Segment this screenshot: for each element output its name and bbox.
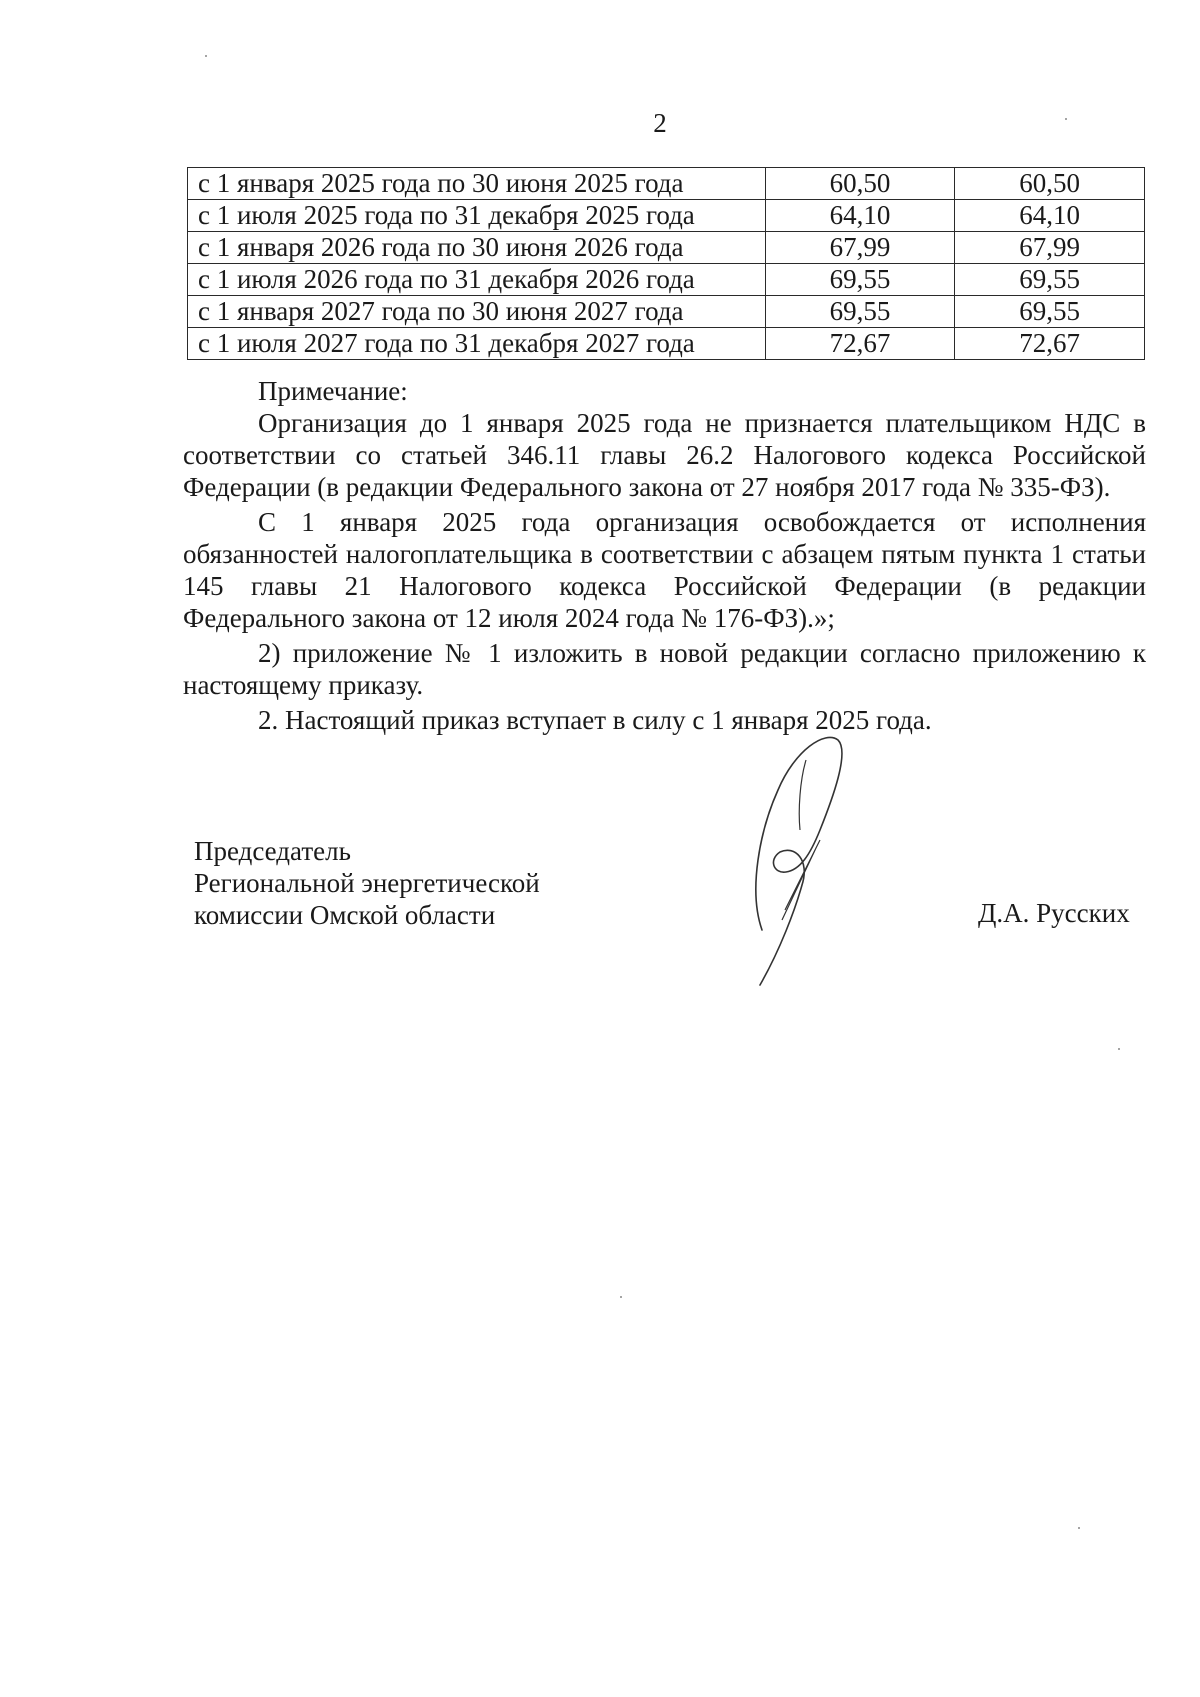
signatory-title-line: комиссии Омской области <box>194 900 496 930</box>
period-cell: с 1 января 2026 года по 30 июня 2026 года <box>188 232 766 264</box>
table-row <box>188 328 1145 360</box>
signatory-title <box>194 835 540 931</box>
scan-speck <box>205 55 207 57</box>
signatory-title-line: Региональной энергетической <box>194 868 540 898</box>
value-cell: 72,67 <box>955 328 1145 360</box>
table-row <box>188 200 1145 232</box>
signatory-title-line: Председатель <box>194 836 351 866</box>
value-cell: 60,50 <box>765 168 955 200</box>
table-row <box>188 232 1145 264</box>
value-cell: 69,55 <box>955 264 1145 296</box>
value-cell: 72,67 <box>765 328 955 360</box>
value-cell: 69,55 <box>955 296 1145 328</box>
table-row <box>188 296 1145 328</box>
scan-speck <box>1065 118 1067 120</box>
note-block <box>183 375 1146 736</box>
value-cell: 67,99 <box>765 232 955 264</box>
table-row <box>188 264 1145 296</box>
effective-date-paragraph: 2. Настоящий приказ вступает в силу с 1 января 2025 года. <box>258 705 932 735</box>
period-cell: с 1 июля 2026 года по 31 декабря 2026 года <box>188 264 766 296</box>
period-cell: с 1 января 2025 года по 30 июня 2025 года <box>188 168 766 200</box>
value-cell: 64,10 <box>955 200 1145 232</box>
value-cell: 64,10 <box>765 200 955 232</box>
note-title: Примечание: <box>258 376 408 406</box>
table-row <box>188 168 1145 200</box>
value-cell: 60,50 <box>955 168 1145 200</box>
scan-speck <box>1078 1527 1080 1529</box>
note-paragraph: Организация до 1 января 2025 года не признается плательщиком НДС в соответствии со статьей 346.11 главы 26.2 Налогового кодекса Российской Федерации (в редакции Федерального закона от 27 ноября 2017 года № 335-ФЗ). <box>183 408 1146 502</box>
tariff-table <box>187 167 1145 360</box>
period-cell: с 1 июля 2027 года по 31 декабря 2027 года <box>188 328 766 360</box>
period-cell: с 1 января 2027 года по 30 июня 2027 года <box>188 296 766 328</box>
value-cell: 69,55 <box>765 264 955 296</box>
note-paragraph: С 1 января 2025 года организация освобождается от исполнения обязанностей налогоплательщика в соответствии с абзацем пятым пункта 1 статьи 145 главы 21 Налогового кодекса Российской Федерации (в редакции Федерального закона от 12 июля 2024 года № 176-ФЗ).»; <box>183 507 1146 633</box>
amendment-paragraph: 2) приложение № 1 изложить в новой редакции согласно приложению к настоящему приказу. <box>183 638 1146 700</box>
handwritten-signature <box>740 720 870 990</box>
scan-speck <box>620 1296 622 1298</box>
value-cell: 67,99 <box>955 232 1145 264</box>
period-cell: с 1 июля 2025 года по 31 декабря 2025 года <box>188 200 766 232</box>
signer-name: Д.А. Русских <box>978 898 1130 928</box>
page-number: 2 <box>653 108 667 138</box>
scan-speck <box>1118 1048 1120 1050</box>
value-cell: 69,55 <box>765 296 955 328</box>
